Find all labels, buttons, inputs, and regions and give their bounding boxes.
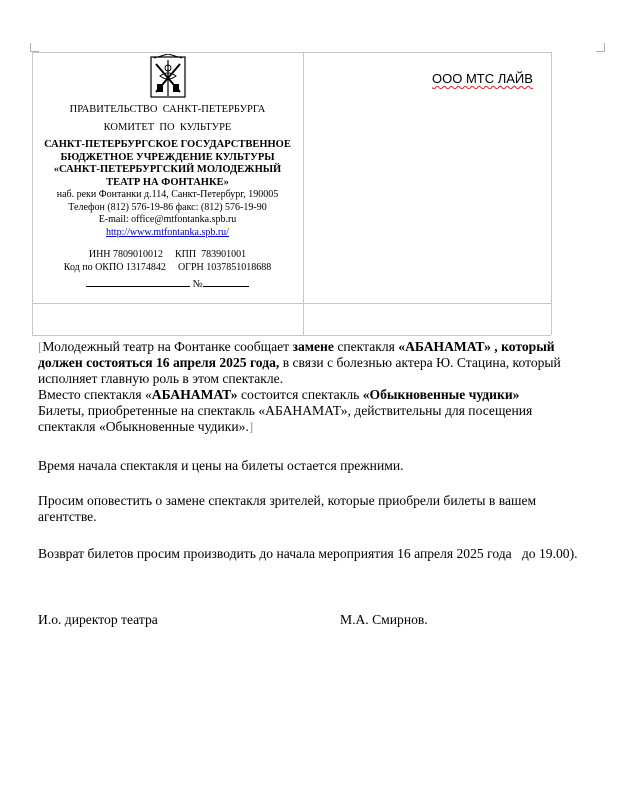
- requisites: [32, 249, 303, 274]
- inn: ИНН 7809010012: [88, 249, 164, 260]
- number-sign: №: [192, 279, 203, 290]
- ogrn: ОГРН 1037851018688: [177, 261, 272, 273]
- org-line-2: БЮДЖЕТНОЕ УЧРЕЖДЕНИЕ КУЛЬТУРЫ: [60, 151, 275, 163]
- paragraph-ticket-return: Возврат билетов просим производить до начала мероприятия 16 апреля 2025 года до 19.00).: [38, 546, 578, 561]
- margin-mark-top-left: [30, 43, 39, 52]
- org-line-1: САНКТ-ПЕТЕРБУРГСКОЕ ГОСУДАРСТВЕННОЕ: [44, 139, 291, 150]
- phone-fax: Телефон (812) 576-19-86 факс: (812) 576-19-90: [68, 201, 267, 213]
- date-blank: [86, 276, 190, 287]
- letterhead: [32, 52, 303, 291]
- org-line-4: ТЕАТР НА ФОНТАНКЕ»: [106, 176, 229, 188]
- government-name: ПРАВИТЕЛЬСТВО САНКТ-ПЕТЕРБУРГА: [69, 104, 266, 115]
- kpp: КПП 783901001: [175, 249, 247, 260]
- paragraph-mark-icon: [: [38, 339, 43, 354]
- recipient: ООО МТС ЛАЙВ: [432, 71, 533, 86]
- okpo: Код по ОКПО 13174842: [63, 261, 166, 273]
- margin-mark-top-right: [596, 43, 605, 52]
- signature-block: [38, 612, 598, 628]
- table-border-right: [551, 52, 552, 335]
- table-border-bottom: [32, 335, 551, 336]
- table-border-divider: [303, 52, 304, 335]
- date-number-line: [32, 276, 303, 291]
- email[interactable]: E-mail: office@mtfontanka.spb.ru: [98, 214, 237, 225]
- table-border-middle: [32, 303, 551, 304]
- signatory-title: И.о. директор театра: [38, 612, 158, 627]
- coat-of-arms-icon: [148, 54, 188, 100]
- address: наб. реки Фонтанки д.114, Санкт-Петербург, 190005: [56, 189, 279, 200]
- organization-name: [32, 139, 303, 189]
- committee-name: КОМИТЕТ ПО КУЛЬТУРЕ: [103, 122, 232, 133]
- paragraph-replacement: [Молодежный театр на Фонтанке сообщает замене спектакля «АБАНАМАТ» , который должен состояться 16 апреля 2025 года, в связи с болезнью актера Ю. Стацина, который исполняет главную роль в этом спектакле. Вместо спектакля «АБАНАМАТ» состоится спектакль «Обыкновенные чудики» Билеты, приобретенные на спектакль «АБАНАМАТ», действительны для посещения спектакля «Обыкновенные чудики».]: [38, 339, 561, 434]
- paragraph-time-prices: Время начала спектакля и цены на билеты остается прежними.: [38, 458, 404, 473]
- org-line-3: «САНКТ-ПЕТЕРБУРГСКИЙ МОЛОДЕЖНЫЙ: [53, 164, 282, 175]
- paragraph-end-mark-icon: ]: [248, 419, 254, 434]
- number-blank: [203, 276, 249, 287]
- paragraph-notify-viewers: Просим оповестить о замене спектакля зрителей, которые приобрели билеты в вашем агентстве.: [38, 493, 537, 524]
- website-link[interactable]: http://www.mtfontanka.spb.ru/: [106, 226, 229, 238]
- signatory-name: М.А. Смирнов.: [340, 612, 428, 627]
